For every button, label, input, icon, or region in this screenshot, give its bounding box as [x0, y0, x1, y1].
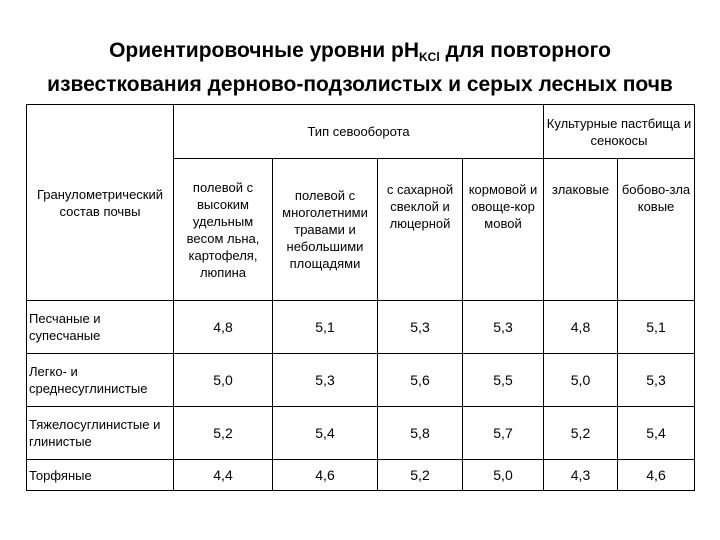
title-line-1-suffix: для повторного — [439, 39, 611, 62]
table-cell: 5,0 — [544, 354, 618, 407]
table-row — [27, 407, 695, 460]
table-cell: 5,1 — [273, 301, 378, 354]
table-cell: 4,3 — [544, 460, 618, 491]
page-title — [0, 34, 720, 102]
table-row — [27, 460, 695, 491]
table-cell: 5,6 — [378, 354, 463, 407]
table-cell: 4,8 — [544, 301, 618, 354]
title-line-1-prefix: Ориентировочные уровни pH — [109, 39, 420, 62]
table-cell: 5,2 — [378, 460, 463, 491]
table-cell: 4,6 — [273, 460, 378, 491]
table-cell: 5,0 — [463, 460, 544, 491]
subheader-sugar-beet: с сахарной свеклой и люцерной — [378, 159, 463, 301]
table-row — [27, 354, 695, 407]
header-granulometric: Гранулометрический состав почвы — [27, 105, 174, 301]
subheader-legume-cereal: бобово-зла ковые — [618, 159, 695, 301]
subheader-field-grasses: полевой с многолетними травами и небольшими площадями — [273, 159, 378, 301]
subheader-field-flax: полевой с высоким удельным весом льна, картофеля, люпина — [174, 159, 273, 301]
subheader-cereal: злаковые — [544, 159, 618, 301]
table-cell: 5,5 — [463, 354, 544, 407]
title-line-2: известкования дерново-подзолистых и серых лесных почв — [47, 73, 673, 96]
table-cell: 5,2 — [174, 407, 273, 460]
table-cell: 5,3 — [463, 301, 544, 354]
table-cell: 5,1 — [618, 301, 695, 354]
table-cell: 5,4 — [273, 407, 378, 460]
table-cell: 5,3 — [618, 354, 695, 407]
table-cell: 5,2 — [544, 407, 618, 460]
table-cell: 5,7 — [463, 407, 544, 460]
row-label: Тяжелосуглинистые и глинистые — [27, 407, 174, 460]
title-line-1 — [0, 34, 720, 68]
table-row — [27, 301, 695, 354]
header-pastures: Культурные пастбища и сенокосы — [544, 105, 695, 159]
table-cell: 5,8 — [378, 407, 463, 460]
row-label: Песчаные и супесчаные — [27, 301, 174, 354]
row-label: Легко- и среднесуглинистые — [27, 354, 174, 407]
table-cell: 5,3 — [273, 354, 378, 407]
header-rotation-type: Тип севооборота — [174, 105, 544, 159]
table-cell: 4,4 — [174, 460, 273, 491]
table-cell: 5,3 — [378, 301, 463, 354]
row-label: Торфяные — [27, 460, 174, 491]
subheader-fodder: кормовой и овоще-кор мовой — [463, 159, 544, 301]
table-cell: 4,8 — [174, 301, 273, 354]
title-kcl-subscript: KCl — [419, 50, 440, 64]
table-cell: 5,0 — [174, 354, 273, 407]
table-cell: 5,4 — [618, 407, 695, 460]
table-cell: 4,6 — [618, 460, 695, 491]
liming-levels-table — [26, 104, 695, 491]
table-header-row — [27, 105, 695, 159]
